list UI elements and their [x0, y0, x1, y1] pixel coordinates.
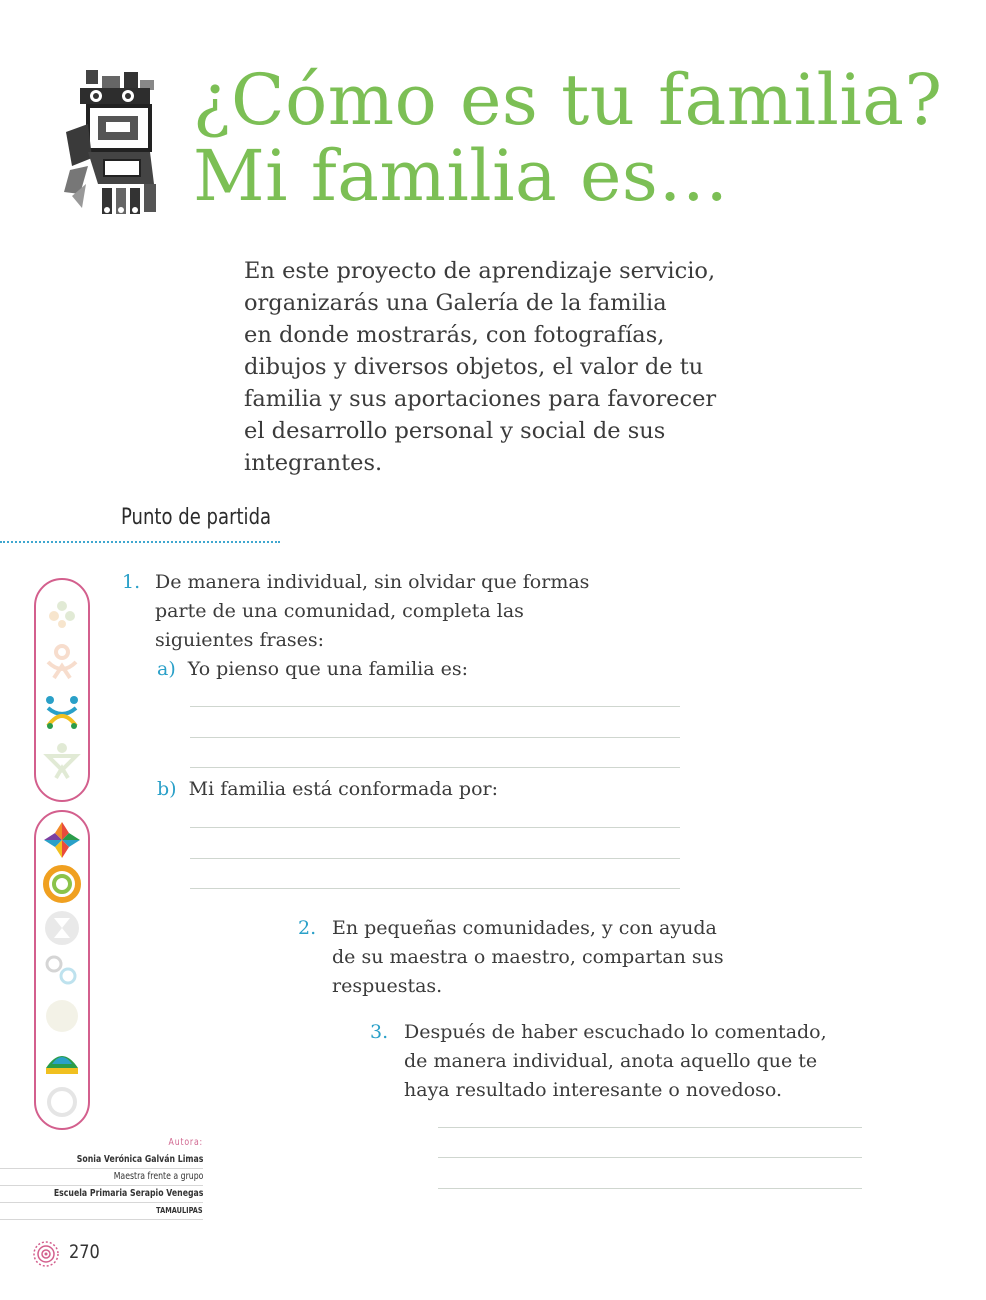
- faded-circle-icon: [42, 996, 82, 1036]
- section-heading: Punto de partida: [121, 505, 272, 530]
- answer-line[interactable]: [438, 1157, 862, 1158]
- answer-line[interactable]: [190, 706, 680, 707]
- answer-line[interactable]: [190, 888, 680, 889]
- answer-line[interactable]: [190, 767, 680, 768]
- author-state: TAMAULIPAS: [0, 1202, 203, 1220]
- subquestion-label: a): [157, 658, 176, 680]
- number: 3.: [370, 1021, 389, 1043]
- faded-flower-icon: [42, 594, 82, 634]
- page-title: [193, 59, 943, 217]
- author-heading: Autora:: [168, 1137, 203, 1148]
- question-line: En pequeñas comunidades, y con ayuda: [332, 917, 717, 939]
- intro-line: dibujos y diversos objetos, el valor de tu: [244, 354, 704, 380]
- page-number: 270: [69, 1241, 100, 1263]
- sun-spiral-icon: [32, 1240, 60, 1268]
- faded-figure-icon: [42, 642, 82, 682]
- faded-ring-icon: [42, 1082, 82, 1122]
- faded-person-icon: [42, 740, 82, 780]
- question-line: respuestas.: [332, 975, 443, 997]
- title-line-2: Mi familia es…: [193, 135, 729, 217]
- question-line: de manera individual, anota aquello que te: [404, 1050, 818, 1072]
- answer-line[interactable]: [190, 858, 680, 859]
- answer-line[interactable]: [438, 1127, 862, 1128]
- question-line: De manera individual, sin olvidar que formas: [155, 571, 590, 593]
- author-role: Maestra frente a grupo: [0, 1168, 203, 1186]
- star-compass-icon: [42, 820, 82, 860]
- number: 1.: [122, 571, 141, 593]
- faded-hourglass-icon: [42, 908, 82, 948]
- intro-line: En este proyecto de aprendizaje servicio,: [244, 258, 716, 284]
- subquestion-text: Yo pienso que una familia es:: [187, 658, 469, 680]
- question-line: siguientes frases:: [155, 629, 325, 651]
- sidebar-pill-top: [34, 578, 90, 802]
- question-line: haya resultado interesante o novedoso.: [404, 1079, 783, 1101]
- question-3-number: [370, 1018, 388, 1047]
- interlocked-figures-icon: [42, 692, 82, 732]
- answer-line[interactable]: [438, 1188, 862, 1189]
- author-credits: [0, 1134, 203, 1224]
- answer-line[interactable]: [190, 827, 680, 828]
- subquestion-label: b): [157, 778, 177, 800]
- section-divider: [0, 541, 280, 543]
- question-3-text: [404, 1018, 827, 1105]
- question-line: de su maestra o maestro, compartan sus: [332, 946, 724, 968]
- title-line-1: ¿Cómo es tu familia?: [193, 59, 943, 141]
- subquestion-text: Mi familia está conformada por:: [188, 778, 498, 800]
- subquestion-b: [157, 775, 498, 804]
- intro-line: en donde mostrarás, con fotografías,: [244, 322, 665, 348]
- answer-line[interactable]: [190, 737, 680, 738]
- subquestion-a: [157, 655, 468, 684]
- question-line: parte de una comunidad, completa las: [155, 600, 524, 622]
- faded-links-icon: [42, 952, 82, 992]
- intro-line: integrantes.: [244, 450, 383, 476]
- target-circle-icon: [42, 864, 82, 904]
- intro-line: familia y sus aportaciones para favorecer: [244, 386, 717, 412]
- question-2-text: [332, 914, 724, 1001]
- intro-line: el desarrollo personal y social de sus: [244, 418, 666, 444]
- number: 2.: [298, 917, 317, 939]
- question-1-text: [155, 568, 589, 655]
- question-line: Después de haber escuchado lo comentado,: [404, 1021, 827, 1043]
- intro-line: organizarás una Galería de la familia: [244, 290, 667, 316]
- intro-paragraph: [244, 255, 764, 479]
- sidebar-pill-bottom: [34, 810, 90, 1130]
- question-2-number: [298, 914, 316, 943]
- author-name: Sonia Verónica Galván Limas: [0, 1151, 203, 1169]
- author-school: Escuela Primaria Serapio Venegas: [0, 1185, 203, 1203]
- aztec-emblem-icon: [58, 66, 162, 218]
- turtle-shell-icon: [42, 1040, 82, 1080]
- question-1-number: [122, 568, 140, 597]
